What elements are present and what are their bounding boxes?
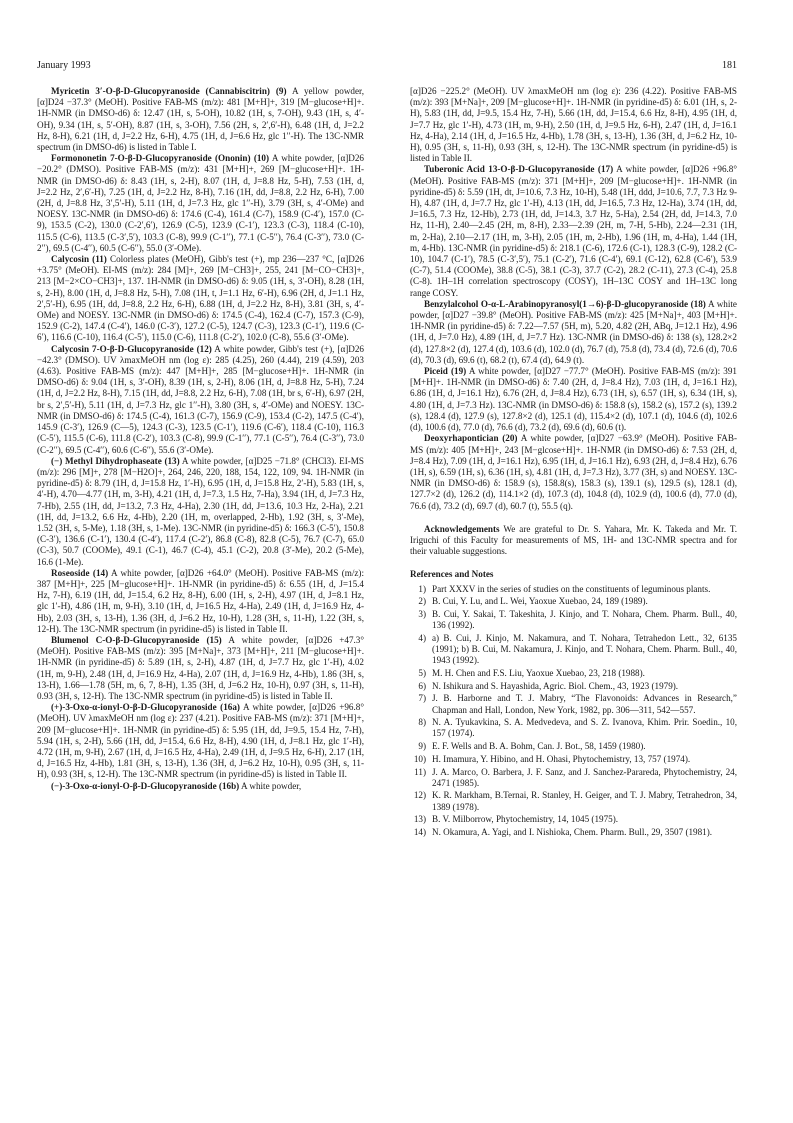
compound-body: [α]D26 −225.2° (MeOH). UV λmaxMeOH nm (log ε): 236 (4.22). Positive FAB-MS (m/z): 393 [M+Na]+, 209 [M−glucose+H]+. 1H-NMR (in pyridine-d5) δ: 6.01 (1H, s, 2-H), 5.83 (1H, dd, J=9.5, 15.4 Hz, 7-H), 5.66 (1H, dd, J=15.4, 6.6 Hz, 8-H), 4.95 (1H, d, J=7.7 Hz, glc 1′-H), 4.73 (1H, m, 9-H), 2.50 (1H, d, J=9.5 Hz, 6-H), 2.47 (1H, d, J=16.1 Hz, 4-Ha), 2.14 (1H, d, J=16.5 Hz, 4-Hb), 1.78 (3H, s, 13-H), 1.36 (3H, d, J=6.2 Hz, 10-H), 0.95 (3H, s, 11-H), 0.93 (3H, s, 12-H). The 13C-NMR spectrum (in pyridine-d5) is listed in Table II. [410,86,737,164]
compound-title: (−) Methyl Dihydrophaseate (13) [51,455,180,466]
reference-text: H. Imamura, Y. Hibino, and H. Ohasi, Phytochemistry, 13, 757 (1974). [432,753,691,764]
compound-title: Calycosin (11) [51,254,107,265]
reference-item [410,754,737,765]
compound-body: A white powder, [α]D26 +96.8° (MeOH). Positive FAB-MS (m/z): 371 [M+H]+, 209 [M−glucose+H]+. 1H-NMR (in pyridine-d5) δ: 5.59 (1H, dt, J=10.6, 7.3 Hz, 10-H), 5.48 (1H, ddd, J=10.6, 7.7, 7.3 Hz 9-H), 4.87 (1H, d, J=7.7 Hz, glc 1′-H), 4.13 (1H, dd, J=16.5, 7.3 Hz, 12-Ha), 3.74 (1H, dd, J=16.5, 7.3 Hz, 12-Hb), 2.73 (1H, dd, J=14.3, 3.7 Hz, 5-Ha), 2.54 (2H, dd, J=14.3, 7.0 Hz, 11-H), 2.40—2.45 (2H, m, 8-H), 2.33—2.39 (2H, m, 7-H, 5-Hb), 2.24—2.31 (1H, m, 2-Ha), 2.10—2.17 (1H, m, 3-H), 2.05 (1H, m, 2-Hb), 1.96 (1H, m, 4-Ha), 1.44 (1H, m, 4-Hb). 13C-NMR (in pyridine-d5) δ: 218.1 (C-6), 172.6 (C-1), 128.3 (C-9), 128.2 (C-10), 104.7 (C-1′), 78.5 (C-3′,5′), 75.1 (C-2′), 71.6 (C-4′), 69.1 (C-12), 62.8 (C-6′), 53.9 (C-7), 51.4 (COOMe), 38.8 (C-5), 38.1 (C-3), 37.7 (C-2), 28.2 (C-11), 27.3 (C-4), 25.8 (C-8). 1H–1H correlation spectroscopy (COSY), 1H–13C COSY and 1H–13C long range COSY. [410,164,738,298]
reference-item [410,668,737,679]
compound-paragraph [37,702,364,780]
reference-number: 11) [414,766,426,777]
reference-text: N. A. Tyukavkina, S. A. Medvedeva, and S. Z. Ivanova, Khim. Prir. Soedin., 10, 157 (1974). [432,717,737,739]
reference-number: 5) [418,667,426,678]
compound-paragraph [37,635,364,702]
compound-paragraph [37,781,364,792]
reference-text: N. Okamura, A. Yagi, and I. Nishioka, Chem. Pharm. Bull., 29, 3507 (1981). [432,827,713,838]
compound-title: (+)-3-Oxo-α-ionyl-O-β-D-Glucopyranoside (16a) [51,702,240,713]
reference-item [410,681,737,692]
compound-title: Roseoside (14) [51,567,109,578]
reference-text: J. A. Marco, O. Barbera, J. F. Sanz, and J. Sanchez-Parareda, Phytochemistry, 24, 2471 (1985). [432,766,737,788]
reference-text: B. Cui, Y. Sakai, T. Takeshita, J. Kinjo, and T. Nohara, Chem. Pharm. Bull., 40, 136 (1992). [432,608,737,631]
compound-title: Tuberonic Acid 13-O-β-D-Glucopyranoside (17) [424,164,614,175]
reference-text: B. Cui, Y. Lu, and L. Wei, Yaoxue Xuebao, 24, 189 (1989). [432,596,648,607]
reference-item [410,741,737,752]
compound-body: A white powder, [α]D26 +64.0° (MeOH). Positive FAB-MS (m/z): 387 [M+H]+, 225 [M−glucose+H]+. 1H-NMR (in pyridine-d5) δ: 6.55 (1H, d, J=15.4 Hz, 7-H), 6.19 (1H, dd, J=15.4, 6.2 Hz, 8-H), 6.00 (1H, s, 2-H), 4.97 (1H, d, J=8.1 Hz, glc 1′-H), 4.86 (1H, m, 9-H), 3.10 (1H, d, J=16.5 Hz, 4-Ha), 2.49 (1H, d, J=16.9 Hz, 4-Hb), 2.03 (3H, s, 13-H), 1.36 (3H, d, J=6.2 Hz, 10-H), 1.28 (3H, s, 11-H), 1.22 (3H, s, 12-H). The 13C-NMR spectrum (in pyridine-d5) is listed in Table II. [37,567,364,634]
compound-body: A white powder, [α]D26 +47.3° (MeOH). Positive FAB-MS (m/z): 395 [M+Na]+, 373 [M+H]+, 211 [M−glucose+H]+. 1H-NMR (in pyridine-d5) δ: 5.89 (1H, s, 2-H), 4.87 (1H, d, J=7.7 Hz, glc 1′-H), 4.02 (1H, m, 9-H), 2.48 (1H, d, J=16.9 Hz, 4-Ha), 2.07 (1H, d, J=16.9 Hz, 4-Hb), 1.86 (3H, s, 13-H), 1.66—1.78 (5H, m, 6, 7, 8-H), 1.35 (3H, d, J=6.2 Hz, 10-H), 0.97 (3H, s, 11-H), 0.93 (3H, s, 12-H). The 13C-NMR spectrum (in pyridine-d5) is listed in Table II. [37,634,364,701]
reference-text: a) B. Cui, J. Kinjo, M. Nakamura, and T. Nohara, Tetrahedon Lett., 32, 6135 (1991); b) B. Cui, M. Nakamura, J. Kinjo, and T. Nohara, Chem. Pharm. Bull., 40, 1943 (1992). [432,632,737,666]
compound-body: Colorless plates (MeOH), Gibb's test (+), mp 236—237 °C, [α]D26 +3.75° (MeOH). EI-MS (m/z): 284 [M]+, 269 [M−CH3]+, 255, 241 [M−CO−CH3]+, 213 [M−2×CO−CH3]+, 137. 1H-NMR (in DMSO-d6) δ: 9.05 (1H, s, 3′-OH), 8.28 (1H, s, 2-H), 8.00 (1H, d, J=8.8 Hz, 5-H), 7.08 (1H, t, J=1.1 Hz, 6′-H), 6.96 (2H, d, J=1.1 Hz, 2′,5′-H), 6.95 (1H, dd, J=8.8, 2.2 Hz, 6-H), 6.88 (1H, d, J=2.2 Hz, 8-H), 3.81 (3H, s, 4′-OMe) and NOESY. 13C-NMR (in DMSO-d6) δ: 174.5 (C-4), 162.4 (C-7), 157.3 (C-9), 152.9 (C-2), 147.4 (C-4′), 146.0 (C-3′), 127.2 (C-5), 124.7 (C-3), 123.3 (C-1′), 119.6 (C-6′), 116.6 (C-10), 116.4 (C-5′), 115.0 (C-6), 111.8 (C-2′), 102.0 (C-8), 55.6 (3′-OMe). [37,254,364,343]
reference-number: 3) [418,608,426,619]
reference-item [410,767,737,789]
acknowledgements-title: Acknowledgements [424,523,500,534]
compound-body: A white powder, [α]D26 +96.8° (MeOH). UV λmaxMeOH nm (log ε): 237 (4.21). Positive FAB-MS (m/z): 371 [M+H]+, 209 [M−glucose+H]+. 1H-NMR (in pyridine-d5) δ: 5.95 (1H, dd, J=9.5, 15.4 Hz, 7-H), 5.94 (1H, s, 2-H), 5.66 (1H, dd, J=15.4, 6.6 Hz, 8-H), 4.90 (1H, d, J=8.1 Hz, glc 1′-H), 4.72 (1H, m, 9-H), 2.67 (1H, d, J=16.5 Hz, 4-Ha), 2.49 (1H, d, J=9.5 Hz, 6-H), 2.17 (1H, d, J=16.5 Hz, 4-Hb), 1.81 (3H, s, 13-H), 1.36 (3H, d, J=6.2 Hz, 10-H), 0.95 (3H, s, 11-H), 0.93 (3H, s, 12-H). The 13C-NMR spectrum (in pyridine-d5) is listed in Table II. [37,702,364,780]
compound-paragraph [410,164,737,298]
reference-list [410,584,737,839]
reference-text: J. B. Harborne and T. J. Mabry, “The Flavonoids: Advances in Research,” Chapman and Hall, London, New York, 1982, pp. 306—311, 542—557. [432,693,737,715]
compound-paragraph [410,433,737,511]
compound-paragraph [37,456,364,568]
reference-number: 13) [413,814,426,825]
references-title: References and Notes [410,569,494,580]
right-column [410,86,737,840]
compound-paragraph-continued [410,86,737,164]
acknowledgements [410,524,737,558]
reference-number: 7) [418,693,426,704]
reference-item [410,584,737,595]
reference-number: 1) [418,583,426,594]
compound-title: Piceid (19) [424,366,467,377]
page-header [37,60,737,74]
compound-title: Calycosin 7-O-β-D-Glucopyranoside (12) [51,343,212,354]
compound-paragraph [37,254,364,344]
reference-number: 2) [418,596,426,607]
compound-body: A white powder, [α]D25 −71.8° (CHCl3). EI-MS (m/z): 296 [M]+, 278 [M−H2O]+, 264, 246, 220, 188, 154, 122, 109, 94. 1H-NMR (in pyridine-d5) δ: 8.79 (1H, d, J=15.8 Hz, 1′-H), 6.95 (1H, d, J=15.8 Hz, 2′-H), 5.83 (1H, s, 4′-H), 4.70—4.77 (1H, m, 3-H), 4.21 (1H, d, J=7.3, 1.5 Hz, 7-Ha), 3.94 (1H, d, J=7.3 Hz, 7-Hb), 2.55 (1H, dd, J=13.2, 7.3 Hz, 4-Ha), 2.30 (1H, dd, J=13.6, 10.3 Hz, 2-Ha), 2.21 (1H, dd, J=13.2, 6.6 Hz, 4-Hb), 2.20 (1H, m, overlapped, 2-Hb), 1.92 (3H, s, 3′-Me), 1.52 (3H, s, 5-Me), 1.18 (3H, s, 1-Me). 13C-NMR (in pyridine-d5) δ: 166.3 (C-5′), 150.8 (C-3′), 136.6 (C-1′), 130.4 (C-4′), 117.4 (C-2′), 86.8 (C-8), 82.8 (C-5), 76.7 (C-7), 65.0 (C-3), 50.7 (COOMe), 49.1 (C-1), 46.7 (C-4), 45.1 (C-2), 20.8 (3′-Me), 20.2 (5-Me), 16.6 (1-Me). [37,455,364,567]
reference-number: 9) [418,741,426,752]
page-number: 181 [722,60,737,71]
reference-text: E. F. Wells and B. A. Bohm, Can. J. Bot., 58, 1459 (1980). [432,741,646,752]
compound-title: Formononetin 7-O-β-D-Glucopyranoside (Ononin) (10) [51,153,270,164]
acknowledgements-body: We are grateful to Dr. S. Yahara, Mr. K. Takeda and Mr. T. Iriguchi of this Faculty for measurements of MS, 1H- and 13C-NMR spectra and for their valuable suggestions. [410,523,737,557]
reference-text: M. H. Chen and F.S. Liu, Yaoxue Xuebao, 23, 218 (1988). [432,667,645,678]
compound-body: A white powder, [α]D27 −39.8° (MeOH). Positive FAB-MS (m/z): 425 [M+Na]+, 403 [M+H]+. 1H-NMR (in pyridine-d5) δ: 7.22—7.57 (5H, m), 5.20, 4.82 (2H, ABq, J=12.1 Hz), 4.96 (1H, d, J=7.0 Hz), 4.89 (1H, d, J=7.7 Hz). 13C-NMR (in DMSO-d6) δ: 138 (s), 128.2×2 (d), 127.8×2 (d), 127.4 (d), 103.6 (d), 102.0 (d), 76.7 (d), 75.8 (d), 73.4 (d), 72.6 (d), 70.6 (d), 70.3 (d), 69.6 (t), 68.2 (t), 67.4 (d), 64.9 (t). [410,298,737,365]
reference-item [410,609,737,631]
reference-item [410,717,737,739]
compound-body: A white powder, [α]D27 −77.7° (MeOH). Positive FAB-MS (m/z): 391 [M+H]+. 1H-NMR (in DMSO-d6) δ: 7.40 (2H, d, J=8.4 Hz), 7.03 (1H, d, J=16.1 Hz), 6.86 (1H, d, J=16.1 Hz), 6.76 (2H, d, J=8.4 Hz), 6.73 (1H, s), 6.57 (1H, s), 6.34 (1H, s), 4.80 (1H, d, J=7.3 Hz). 13C-NMR (in DMSO-d6) δ: 158.8 (s), 158.2 (s), 157.2 (s), 139.2 (s), 128.4 (d), 127.9 (s), 127.8×2 (d), 125.1 (d), 115.4×2 (d), 107.1 (d), 104.6 (d), 102.6 (d), 100.6 (d), 77.0 (d), 76.6 (d), 73.2 (d), 69.6 (d), 60.6 (t). [410,366,737,433]
reference-number: 4) [418,632,426,643]
compound-title: Blumenol C-O-β-D-Glucopyranoside (15) [51,634,222,645]
compound-body: A white powder, [α]D27 −63.9° (MeOH). Positive FAB-MS (m/z): 405 [M+H]+, 243 [M−glcose+H]+. 1H-NMR (in DMSO-d6) δ: 7.53 (2H, d, J=8.4 Hz), 7.09 (1H, d, J=16.1 Hz), 6.95 (1H, d, J=16.1 Hz), 6.93 (2H, d, J=8.4 Hz), 6.76 (1H, s), 6.59 (1H, s), 6.36 (1H, s), 4.81 (1H, d, J=7.3 Hz), 3.77 (3H, s) and NOESY. 13C-NMR (in DMSO-d6) δ: 158.9 (s), 158.8(s), 158.3 (s), 139.1 (s), 129.5 (s), 128.1 (d), 127.7×2 (d), 126.2 (d), 114.1×2 (d), 107.3 (d), 104.8 (d), 102.9 (d), 100.6 (d), 77.0 (d), 76.6 (d), 73.2 (d), 69.7 (d), 60.7 (t), 55.5 (q). [410,433,738,511]
reference-number: 14) [413,827,426,838]
compound-paragraph [37,344,364,456]
compound-body: A yellow powder, [α]D24 −37.3° (MeOH). Positive FAB-MS (m/z): 481 [M+H]+, 319 [M−glucose+H]+. 1H-NMR (in DMSO-d6) δ: 12.47 (1H, s, 5-OH), 10.82 (1H, s, 7-OH), 9.43 (1H, s, 4′-OH), 9.34 (1H, s, 5′-OH), 8.87 (1H, s, 3-OH), 7.56 (2H, s, 2′,6′-H), 6.48 (1H, d, J=2.2 Hz, 8-H), 6.21 (1H, d, J=2.2 Hz, 6-H), 4.75 (1H, d, J=6.6 Hz, glc 1′′-H). The 13C-NMR spectrum (in DMSO-d6) is listed in Table I. [37,86,364,153]
reference-number: 12) [413,790,426,801]
reference-text: Part XXXV in the series of studies on the constituents of leguminous plants. [432,583,711,594]
reference-item [410,596,737,607]
compound-body: A white powder, [241,780,302,791]
reference-text: B. V. Milborrow, Phytochemistry, 14, 1045 (1975). [432,814,619,825]
reference-text: N. Ishikura and S. Hayashida, Agric. Biol. Chem., 43, 1923 (1979). [432,680,679,691]
compound-paragraph [37,86,364,153]
reference-text: K. R. Markham, B.Ternai, R. Stanley, H. Geiger, and T. J. Mabry, Tetrahedron, 34, 1389 (1978). [432,790,737,812]
reference-item [410,693,737,715]
compound-title: (−)-3-Oxo-α-ionyl-O-β-D-Glucopyranoside (16b) [51,780,240,791]
reference-number: 8) [418,717,426,728]
compound-title: Deoxyrhapontician (20) [424,433,518,444]
reference-item [410,790,737,812]
compound-paragraph [410,299,737,366]
compound-paragraph [410,366,737,433]
left-column [37,86,364,792]
compound-paragraph [37,153,364,254]
reference-item [410,814,737,825]
reference-number: 6) [418,680,426,691]
reference-number: 10) [413,753,426,764]
compound-body: A white powder, Gibb's test (+), [α]D26 −42.3° (DMSO). UV λmaxMeOH nm (log ε): 285 (4.25), 260 (4.44), 219 (4.59), 203 (4.63). Positive FAB-MS (m/z): 447 [M+H]+, 285 [M−glucose+H]+. 1H-NMR (in DMSO-d6) δ: 9.04 (1H, s, 3′-OH), 8.39 (1H, s, 2-H), 8.06 (1H, d, J=8.8 Hz, 5-H), 7.24 (1H, d, J=2.2 Hz, 8-H), 7.15 (1H, dd, J=8.8, 2.2 Hz, 6-H), 7.08 (1H, br s, 6′-H), 6.97 (2H, br s, 2′,5′-H), 5.11 (1H, d, J=7.3 Hz, glc 1′′-H), 3.80 (3H, s, 4′-OMe) and NOESY. 13C-NMR (in DMSO-d6) δ: 174.5 (C-4), 161.3 (C-7), 156.9 (C-9), 153.4 (C-2), 147.5 (C-4′), 145.9 (C-3′), 126.9 (C—5), 124.3 (C-3), 123.5 (C-1′), 119.6 (C-6′), 118.4 (C-10), 116.3 (C-5′), 115.5 (C-6), 111.8 (C-2′), 103.3 (C-8), 99.9 (C-1′′), 77.1 (C-5′′), 76.4 (C-3′′), 73.0 (C-2′′), 69.5 (C-4′′), 60.6 (C-6′′), 55.6 (3′-OMe). [37,343,364,455]
compound-body: A white powder, [α]D26 −20.2° (DMSO). Positive FAB-MS (m/z): 431 [M+H]+, 269 [M−glucose+H]+. 1H-NMR (in DMSO-d6) δ: 8.43 (1H, s, 2-H), 8.07 (1H, d, J=8.8 Hz, 5-H), 7.53 (1H, d, J=2.2 Hz, 2′,6′-H), 7.25 (1H, d, J=2.2 Hz, 8-H), 7.16 (1H, dd, J=8.8, 2.2 Hz, 6-H), 7.00 (2H, d, J=8.8 Hz, 3′,5′-H), 5.11 (1H, d, J=7.3 Hz, glc 1′′-H), 3.79 (3H, s, 4′-OMe) and NOESY. 13C-NMR (in DMSO-d6) δ: 174.6 (C-4), 161.4 (C-7), 158.9 (C-4′), 157.0 (C-9), 153.5 (C-2), 130.0 (C-2′,6′), 126.9 (C-5), 123.9 (C-1′), 123.3 (C-3), 118.4 (C-10), 115.5 (C-6), 113.5 (C-3′,5′), 103.3 (C-8), 99.9 (C-1′′), 77.1 (C-5′′), 76.4 (C-3′′), 73.0 (C-2′′), 69.5 (C-4′′), 60.5 (C-6′′), 55.0 (3′-OMe). [37,153,364,253]
journal-date: January 1993 [37,60,91,71]
compound-title: Benzylalcohol O-α-L-Arabinopyranosyl(1→6)-β-D-glucopyranoside (18) [424,298,706,309]
compound-paragraph [37,568,364,635]
reference-item [410,827,737,838]
compound-title: Myricetin 3′-O-β-D-Glucopyranoside (Cannabiscitrin) (9) [51,86,287,96]
reference-item [410,633,737,667]
